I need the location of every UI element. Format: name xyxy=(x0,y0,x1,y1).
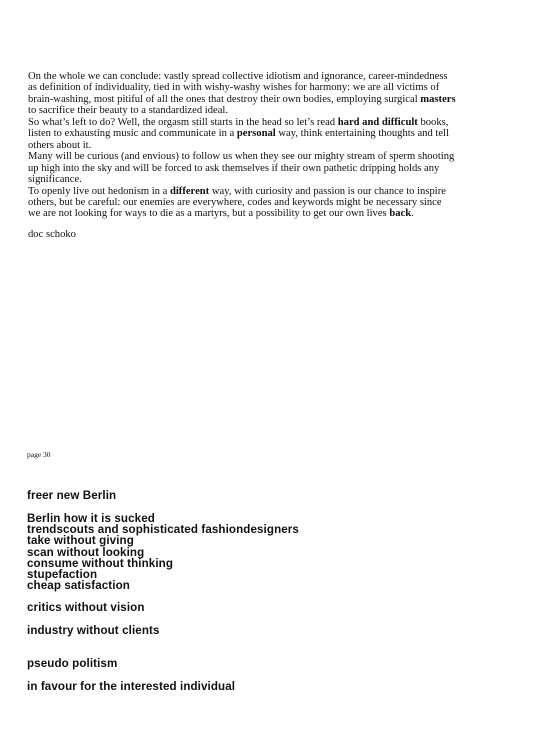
author-signature: doc schoko xyxy=(28,229,76,240)
list-berlin-critique xyxy=(27,513,299,591)
block-line: industry without clients xyxy=(27,624,160,637)
block-line: scan without looking xyxy=(27,545,145,559)
line-critics-without-vision xyxy=(27,602,145,613)
body-text: On the whole we can conclude: vastly spread collective idiotism and ignorance, career-mindedness xyxy=(28,71,448,82)
essay-line xyxy=(28,117,483,128)
page-number: page 30 xyxy=(27,450,51,459)
block-line: pseudo politism xyxy=(27,657,118,670)
body-text: To openly live out hedonism in a xyxy=(28,185,170,197)
body-text: way, think entertaining thoughts and tell xyxy=(275,128,449,140)
body-text: brain-washing, most pitiful of all the ones that destroy their own bodies, employing surgical xyxy=(28,93,421,105)
essay-line xyxy=(28,186,483,197)
body-text: significance. xyxy=(28,174,82,186)
essay-line xyxy=(28,151,483,162)
body-text: to sacrifice their beauty to a standardized ideal. xyxy=(28,105,229,117)
emphasis-text: different xyxy=(169,185,210,197)
emphasis-text: masters xyxy=(420,93,456,105)
body-text: as definition of individuality, tied in with wishy-washy wishes for harmony: we are all victims of xyxy=(28,82,440,94)
block-line: critics without vision xyxy=(27,601,145,614)
block-line: freer new Berlin xyxy=(27,489,117,502)
essay-line xyxy=(28,71,483,82)
block-line: in favour for the interested individual xyxy=(27,680,236,693)
essay-line xyxy=(28,208,483,219)
body-text: So what’s left to do? Well, the orgasm still starts in the head so let’s read xyxy=(28,116,338,128)
essay-line xyxy=(28,82,483,93)
body-text: way, with curiosity and passion is our chance to inspire xyxy=(209,185,446,197)
line-pseudo-politism xyxy=(27,658,117,669)
line-industry-without-clients xyxy=(27,625,160,636)
essay-body xyxy=(28,71,483,220)
line-in-favour xyxy=(27,681,235,692)
block-line: trendscouts and sophisticated fashiondesigners xyxy=(27,523,299,537)
essay-line xyxy=(28,174,483,185)
emphasis-text: hard and difficult xyxy=(337,116,418,128)
body-text: others, but be careful: our enemies are everywhere, codes and keywords might be necessary since xyxy=(28,196,442,208)
body-text: listen to exhausting music and communicate in a xyxy=(28,128,237,140)
heading-freer-new-berlin xyxy=(27,490,116,501)
body-text: others about it. xyxy=(28,139,92,151)
essay-line xyxy=(28,128,483,139)
block-line: cheap satisfaction xyxy=(27,579,130,593)
essay-line xyxy=(28,197,483,208)
body-text: . xyxy=(411,208,414,220)
essay-line xyxy=(28,105,483,116)
block-line: consume without thinking xyxy=(27,556,174,570)
body-text: up high into the sky and will be forced to ask themselves if their own pathetic dripping holds any xyxy=(28,162,440,174)
body-text: Many will be curious (and envious) to follow us when they see our mighty stream of sperm shooting xyxy=(28,151,455,163)
body-text: we are not looking for ways to die as a martyrs, but a possibility to get our own lives xyxy=(28,208,390,220)
block-line: take without giving xyxy=(27,534,134,548)
essay-line xyxy=(28,140,483,151)
body-text: books, xyxy=(417,116,449,128)
essay-line xyxy=(28,94,483,105)
emphasis-text: back xyxy=(389,208,412,220)
block-line: stupefaction xyxy=(27,568,98,582)
block-line: Berlin how it is sucked xyxy=(27,512,155,525)
essay-line xyxy=(28,163,483,174)
emphasis-text: personal xyxy=(236,128,276,140)
